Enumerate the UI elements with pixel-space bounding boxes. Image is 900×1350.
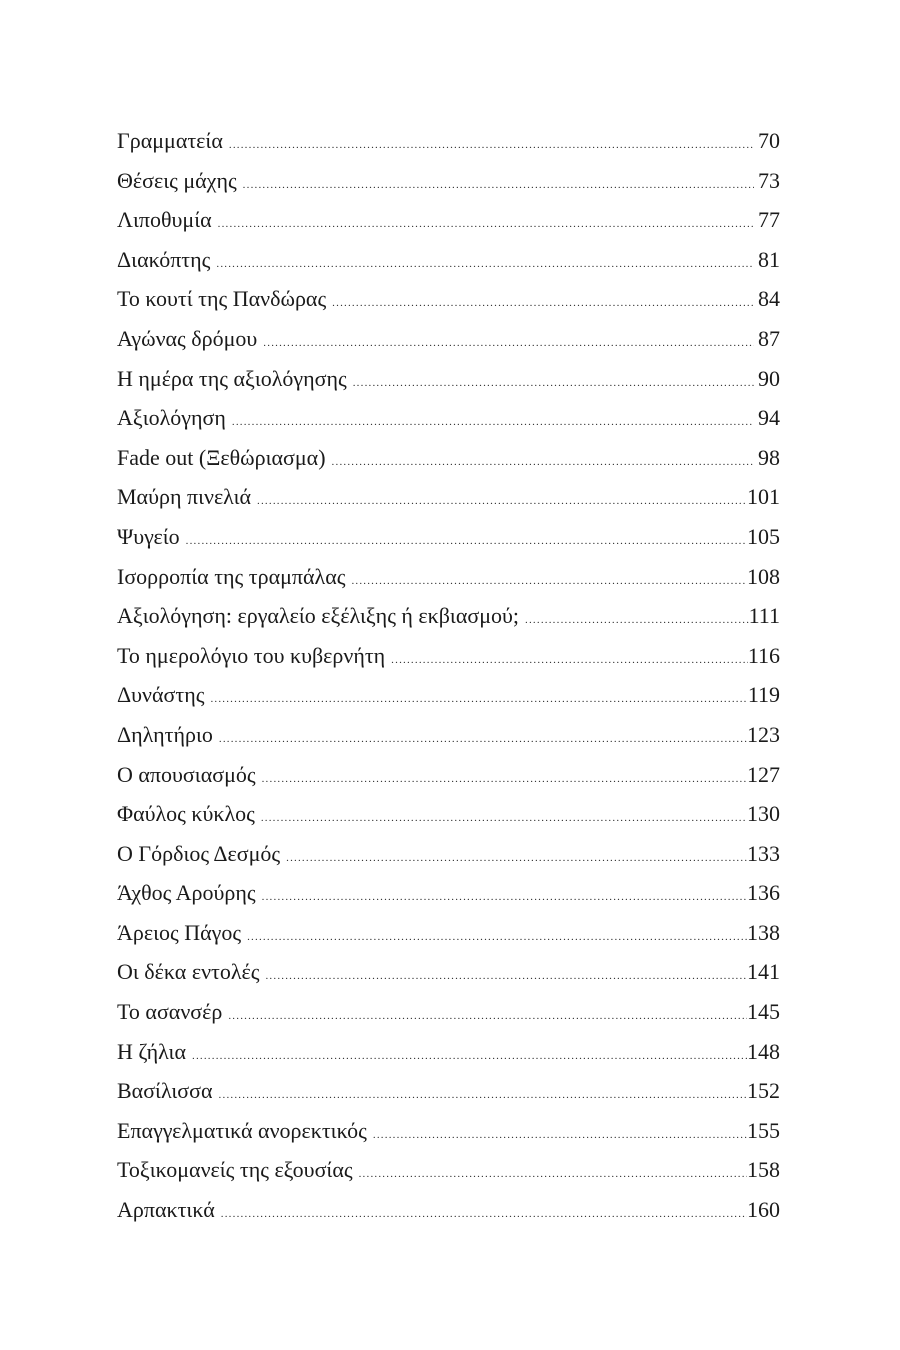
toc-entry xyxy=(117,121,780,161)
dot-leader xyxy=(353,364,754,404)
toc-entry-page-number: 105 xyxy=(747,523,780,549)
toc-entry-title: Θέσεις μάχης xyxy=(117,167,237,193)
toc-entry-page-number: 94 xyxy=(758,405,780,431)
toc-entry-title: Ψυγείο xyxy=(117,523,180,549)
toc-entry-page-number: 81 xyxy=(758,246,780,272)
toc-entry-page-number: 70 xyxy=(758,128,780,153)
toc-entry-title: Λιποθυμία xyxy=(117,207,212,233)
toc-entry xyxy=(117,200,780,240)
toc-entry-page-number: 141 xyxy=(747,959,780,985)
toc-entry xyxy=(117,636,780,676)
toc-entry-page-number: 148 xyxy=(747,1038,780,1064)
toc-entry-title: Αξιολόγηση: εργαλείο εξέλιξης ή εκβιασμού; xyxy=(117,603,520,629)
toc-entry xyxy=(117,438,780,478)
toc-entry xyxy=(117,755,780,795)
dot-leader xyxy=(210,680,747,720)
dot-leader xyxy=(221,1195,747,1235)
toc-entry-page-number: 87 xyxy=(758,325,780,351)
toc-entry-title: Η ημέρα της αξιολόγησης xyxy=(117,365,347,391)
toc-entry xyxy=(117,517,780,557)
toc-entry xyxy=(117,477,780,517)
toc-entry-page-number: 73 xyxy=(758,167,780,193)
dot-leader xyxy=(228,997,747,1037)
toc-entry xyxy=(117,1111,780,1151)
toc-entry-title: Μαύρη πινελιά xyxy=(117,484,252,510)
toc-entry-title: Ο Γόρδιος Δεσμός xyxy=(117,840,281,866)
toc-entry-page-number: 123 xyxy=(747,721,780,747)
toc-entry-title: Φαύλος κύκλος xyxy=(117,801,255,827)
dot-leader xyxy=(229,126,754,166)
toc-entry-page-number: 155 xyxy=(747,1117,780,1143)
toc-entry-page-number: 90 xyxy=(758,365,780,391)
dot-leader xyxy=(359,1155,747,1195)
toc-entry-title: Γραμματεία xyxy=(117,128,223,153)
toc-entry-page-number: 119 xyxy=(747,682,780,708)
dot-leader xyxy=(262,878,747,918)
dot-leader xyxy=(247,918,747,958)
toc-entry-title: Επαγγελματικά ανορεκτικός xyxy=(117,1117,367,1143)
dot-leader xyxy=(332,443,754,483)
toc-entry xyxy=(117,873,780,913)
toc-entry xyxy=(117,834,780,874)
dot-leader xyxy=(218,205,754,245)
toc-entry xyxy=(117,359,780,399)
toc-entry xyxy=(117,398,780,438)
toc-entry-page-number: 77 xyxy=(758,207,780,233)
dot-leader xyxy=(262,760,747,800)
dot-leader xyxy=(192,1037,747,1077)
toc-entry-page-number: 111 xyxy=(748,603,780,629)
dot-leader xyxy=(391,641,748,681)
toc-entry xyxy=(117,557,780,597)
toc-entry-page-number: 160 xyxy=(747,1197,780,1223)
toc-entry xyxy=(117,596,780,636)
toc-entry-title: Fade out (Ξεθώριασμα) xyxy=(117,444,326,470)
toc-entry-page-number: 84 xyxy=(758,286,780,312)
toc-entry xyxy=(117,279,780,319)
toc-entry-title: Ο απουσιασμός xyxy=(117,761,256,787)
toc-entry-title: Αρπακτικά xyxy=(117,1197,215,1223)
toc-entry-page-number: 145 xyxy=(747,999,780,1025)
dot-leader xyxy=(373,1116,747,1156)
toc-entry-title: Δυνάστης xyxy=(117,682,205,708)
toc-entry-page-number: 133 xyxy=(747,840,780,866)
toc-entry xyxy=(117,952,780,992)
dot-leader xyxy=(525,601,749,641)
toc-entry xyxy=(117,1190,780,1230)
toc-entry-page-number: 108 xyxy=(747,563,780,589)
toc-entry xyxy=(117,1032,780,1072)
dot-leader xyxy=(261,799,747,839)
toc-entry-title: Οι δέκα εντολές xyxy=(117,959,260,985)
toc-entry-page-number: 138 xyxy=(747,919,780,945)
toc-entry-title: Αξιολόγηση xyxy=(117,405,226,431)
dot-leader xyxy=(219,720,747,760)
toc-entry-title: Δηλητήριο xyxy=(117,721,213,747)
toc-entry-title: Άρειος Πάγος xyxy=(117,919,242,945)
toc-entry-page-number: 130 xyxy=(747,801,780,827)
toc-entry-title: Το κουτί της Πανδώρας xyxy=(117,286,327,312)
toc-entry-page-number: 116 xyxy=(747,642,780,668)
toc-entry xyxy=(117,240,780,280)
dot-leader xyxy=(286,839,747,879)
dot-leader xyxy=(243,166,754,206)
toc-entry-title: Τοξικομανείς της εξουσίας xyxy=(117,1157,353,1183)
toc-entry xyxy=(117,715,780,755)
toc-entry xyxy=(117,161,780,201)
toc-entry xyxy=(117,319,780,359)
toc-entry xyxy=(117,913,780,953)
table-of-contents xyxy=(117,121,780,1230)
toc-entry-page-number: 127 xyxy=(747,761,780,787)
toc-entry xyxy=(117,794,780,834)
dot-leader xyxy=(265,957,747,997)
toc-entry-page-number: 101 xyxy=(747,484,780,510)
toc-entry xyxy=(117,1071,780,1111)
toc-entry-title: Αγώνας δρόμου xyxy=(117,325,258,351)
toc-entry-title: Το ασανσέρ xyxy=(117,999,223,1025)
toc-entry-title: Διακόπτης xyxy=(117,246,211,272)
toc-entry xyxy=(117,675,780,715)
toc-entry xyxy=(117,992,780,1032)
toc-entry-page-number: 98 xyxy=(758,444,780,470)
toc-entry-title: Βασίλισσα xyxy=(117,1078,213,1104)
toc-entry-title: Το ημερολόγιο του κυβερνήτη xyxy=(117,642,386,668)
toc-entry-page-number: 136 xyxy=(747,880,780,906)
toc-entry-title: Άχθος Αρούρης xyxy=(117,880,256,906)
toc-entry xyxy=(117,1150,780,1190)
toc-entry-page-number: 158 xyxy=(747,1157,780,1183)
toc-entry-title: Ισορροπία της τραμπάλας xyxy=(117,563,346,589)
dot-leader xyxy=(257,482,747,522)
toc-entry-page-number: 152 xyxy=(747,1078,780,1104)
dot-leader xyxy=(332,284,754,324)
toc-entry-title: Η ζήλια xyxy=(117,1038,186,1064)
